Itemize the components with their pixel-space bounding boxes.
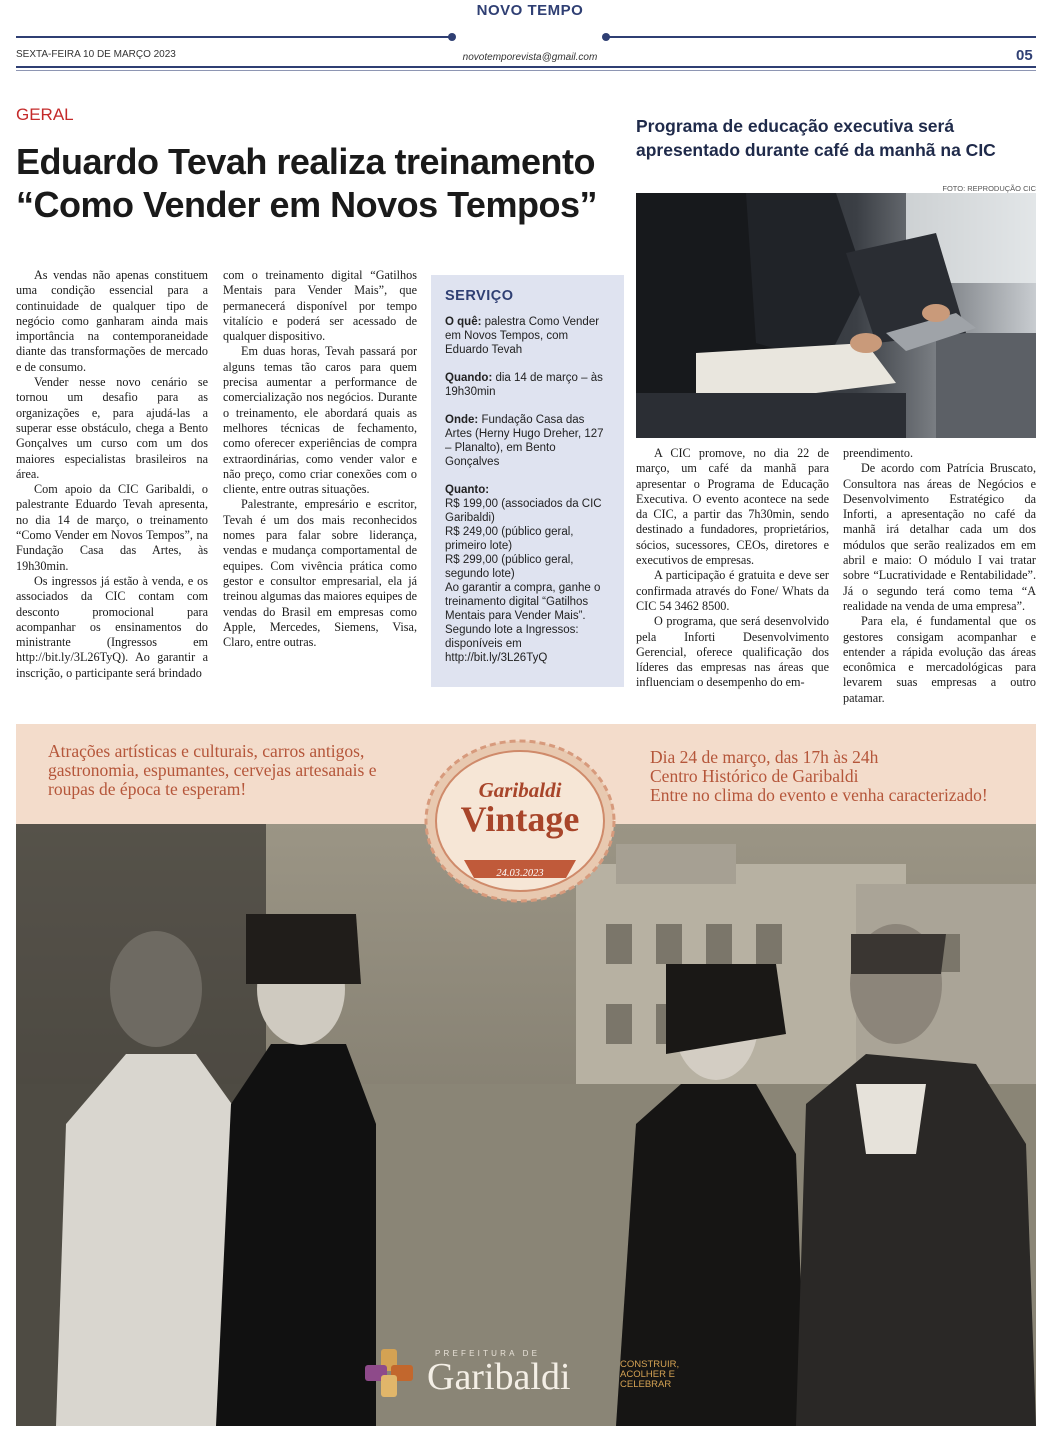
section-tag: GERAL [16, 105, 74, 124]
paragraph: Vender nesse novo cenário se tornou um desafio para as organizações e, para ajudá-las a superar esse obstáculo, chega a Bento Gonçalves um curso com um dos maiores especialistas brasileiros na área. [16, 375, 208, 481]
page-number: 05 [1016, 47, 1033, 64]
badge-script-text: Garibaldi [478, 778, 562, 802]
paragraph: preendimento. [843, 446, 914, 460]
prefeitura-logo-icon [363, 1347, 415, 1399]
headline-line-2: “Como Vender em Novos Tempos” [16, 184, 597, 225]
badge-title: Vintage [460, 799, 580, 839]
article-headline [16, 140, 616, 226]
ad-event-info [650, 748, 1030, 805]
masthead-dot-right [602, 33, 610, 41]
side-column-2 [843, 446, 1036, 706]
article-column-1 [16, 268, 208, 681]
service-price-3: R$ 299,00 (público geral, segundo lote) [445, 554, 574, 580]
slogan-line-1: CONSTRUIR, [620, 1359, 680, 1370]
paragraph: A CIC promove, no dia 22 de março, um café da manhã para apresentar o Programa de Educação Executiva. O evento acontece na sede da CIC, a partir das 7h30min, sendo destinado a fundadores, proprietários, sócios, sucessores, CEOs, diretores e executivos de empresas. [636, 446, 829, 568]
vintage-stars-photo [16, 824, 1036, 1426]
paragraph: Com apoio da CIC Garibaldi, o palestrante Eduardo Tevah apresenta, no dia 14 de março, o treinamento “Como Vender em Novos Tempos”, na Fundação Casa das Artes, às 19h30min. [16, 482, 208, 573]
paragraph: De acordo com Patrícia Bruscato, Consultora nas áreas de Negócios e Desenvolvimento Estratégico da Inforti, a apresentação no café da manhã irá detalhar cada um dos módulos que serão realizados em em abril e maio: O módulo I vai tratar sobre “Lucratividade e Rentabilidade”. Já o segundo terá como tema “A realidade na venda de uma empresa”. [843, 461, 1036, 613]
side-article-title: Programa de educação executiva será apresentado durante café da manhã na CIC [636, 116, 996, 160]
photo-credit: FOTO: REPRODUÇÃO CIC [942, 184, 1036, 193]
paragraph: Para ela, é fundamental que os gestores consigam acompanhar e entender a rápida evolução das áreas econômica e mercadológicas para levarem suas empresas a outro patamar. [843, 614, 1036, 705]
paragraph: com o treinamento digital “Gatilhos Mentais para Vender Mais”, que permanecerá disponível por tempo vitalício e poderá ser acessado de qualquer dispositivo. [223, 268, 417, 344]
paragraph: Palestrante, empresário e escritor, Tevah é um dos mais reconhecidos nomes para falar sobre liderança, vendas e mudança comportamental de equipes. Com vivência prática como gestor e consultor empresarial, ela já treinou algumas das maiores equipes de vendas do Brasil em empresas como Apple, Mercedes, Siemens, Visa, Claro, entre outras. [223, 497, 417, 650]
service-price-1: R$ 199,00 (associados da CIC Garibaldi) [445, 498, 602, 524]
ad-event-call: Entre no clima do evento e venha caracterizado! [650, 785, 988, 805]
issue-date: SEXTA-FEIRA 10 DE MARÇO 2023 [16, 49, 176, 60]
header-underline [16, 66, 1036, 68]
ad-attractions-text: Atrações artísticas e culturais, carros antigos, gastronomia, espumantes, cervejas artesanais e roupas de época te esperam! [48, 741, 377, 799]
service-where-label: Onde: [445, 414, 479, 426]
paragraph: Em duas horas, Tevah passará por alguns temas tão caros para quem precisa aumentar a performance de comercialização nos negócios. Durante o treinamento, ele abordará quais as melhores técnicas de fechamento, como oferecer experiências de compra extraordinárias, como vender valor e não preço, como criar conexões com o cliente, entre outras situações. [223, 344, 417, 497]
header-rule-right [608, 36, 1036, 38]
service-where-value: Fundação Casa das Artes (Herny Hugo Dreher, 127 – Planalto), em Bento Gonçalves [445, 414, 604, 468]
paragraph: O programa, que será desenvolvido pela Inforti Desenvolvimento Gerencial, oferece qualificação dos líderes das empresas nas áreas que influenciam o desempenho do em- [636, 614, 829, 690]
service-title: SERVIÇO [445, 288, 514, 304]
photo-illustration [636, 193, 1036, 438]
ad-event-place: Centro Histórico de Garibaldi [650, 766, 859, 786]
masthead-dot-left [448, 33, 456, 41]
service-what-label: O quê: [445, 316, 482, 328]
slogan-line-2: ACOLHER E [620, 1369, 675, 1380]
paragraph: As vendas não apenas constituem uma condição essencial para a continuidade de qualquer tipo de negócio como ganharam ainda mais importância na contemporaneidade diante das transformações de mercado e de consumo. [16, 268, 208, 374]
paragraph: A participação é gratuita e deve ser confirmada através do Fone/ Whats da CIC 54 3462 8500. [636, 568, 829, 613]
prefeitura-label: PREFEITURA DE [435, 1349, 541, 1358]
service-when-value: dia 14 de março – às 19h30min [445, 372, 603, 398]
side-column-1 [636, 446, 829, 691]
masthead-brand: NOVO TEMPO [476, 2, 584, 19]
logo-mark [363, 1347, 415, 1399]
contact-email[interactable]: novotemporevista@gmail.com [462, 52, 598, 63]
service-where [445, 413, 610, 469]
service-price-2: R$ 249,00 (público geral, primeiro lote) [445, 526, 574, 552]
vintage-badge [420, 736, 620, 906]
service-what-value: palestra Como Vender em Novos Tempos, com Eduardo Tevah [445, 316, 600, 356]
vintage-photo-illustration [16, 824, 1036, 1426]
prefeitura-slogan [620, 1360, 700, 1390]
service-price-label: Quanto: [445, 484, 490, 496]
slogan-line-3: CELEBRAR [620, 1379, 672, 1390]
business-meeting-photo [636, 193, 1036, 438]
headline-line-1: Eduardo Tevah realiza treinamento [16, 141, 595, 182]
paragraph: Os ingressos já estão à venda, e os associados da CIC contam com desconto promocional para acompanhar os ensinamentos do ministrante (Ingressos em http://bit.ly/3L26TyQ). Ao garantir a inscrição, o participante será brindado [16, 573, 208, 680]
badge-date: 24.03.2023 [496, 868, 544, 879]
service-when [445, 371, 610, 399]
header-rule-left [16, 36, 454, 38]
header-underline-thin [16, 70, 1036, 71]
service-when-label: Quando: [445, 372, 493, 384]
service-price [445, 483, 610, 665]
garibaldi-vintage-ad [16, 724, 1036, 1426]
ad-event-date: Dia 24 de março, das 17h às 24h [650, 747, 879, 767]
prefeitura-name: Garibaldi [427, 1356, 571, 1398]
service-what [445, 315, 610, 357]
service-box [431, 275, 624, 687]
article-column-2 [223, 268, 417, 650]
service-price-note: Ao garantir a compra, ganhe o treinamento digital “Gatilhos Mentais para Vender Mais”. Segundo lote a Ingressos: disponíveis em http://bit.ly/3L26TyQ [445, 582, 601, 664]
